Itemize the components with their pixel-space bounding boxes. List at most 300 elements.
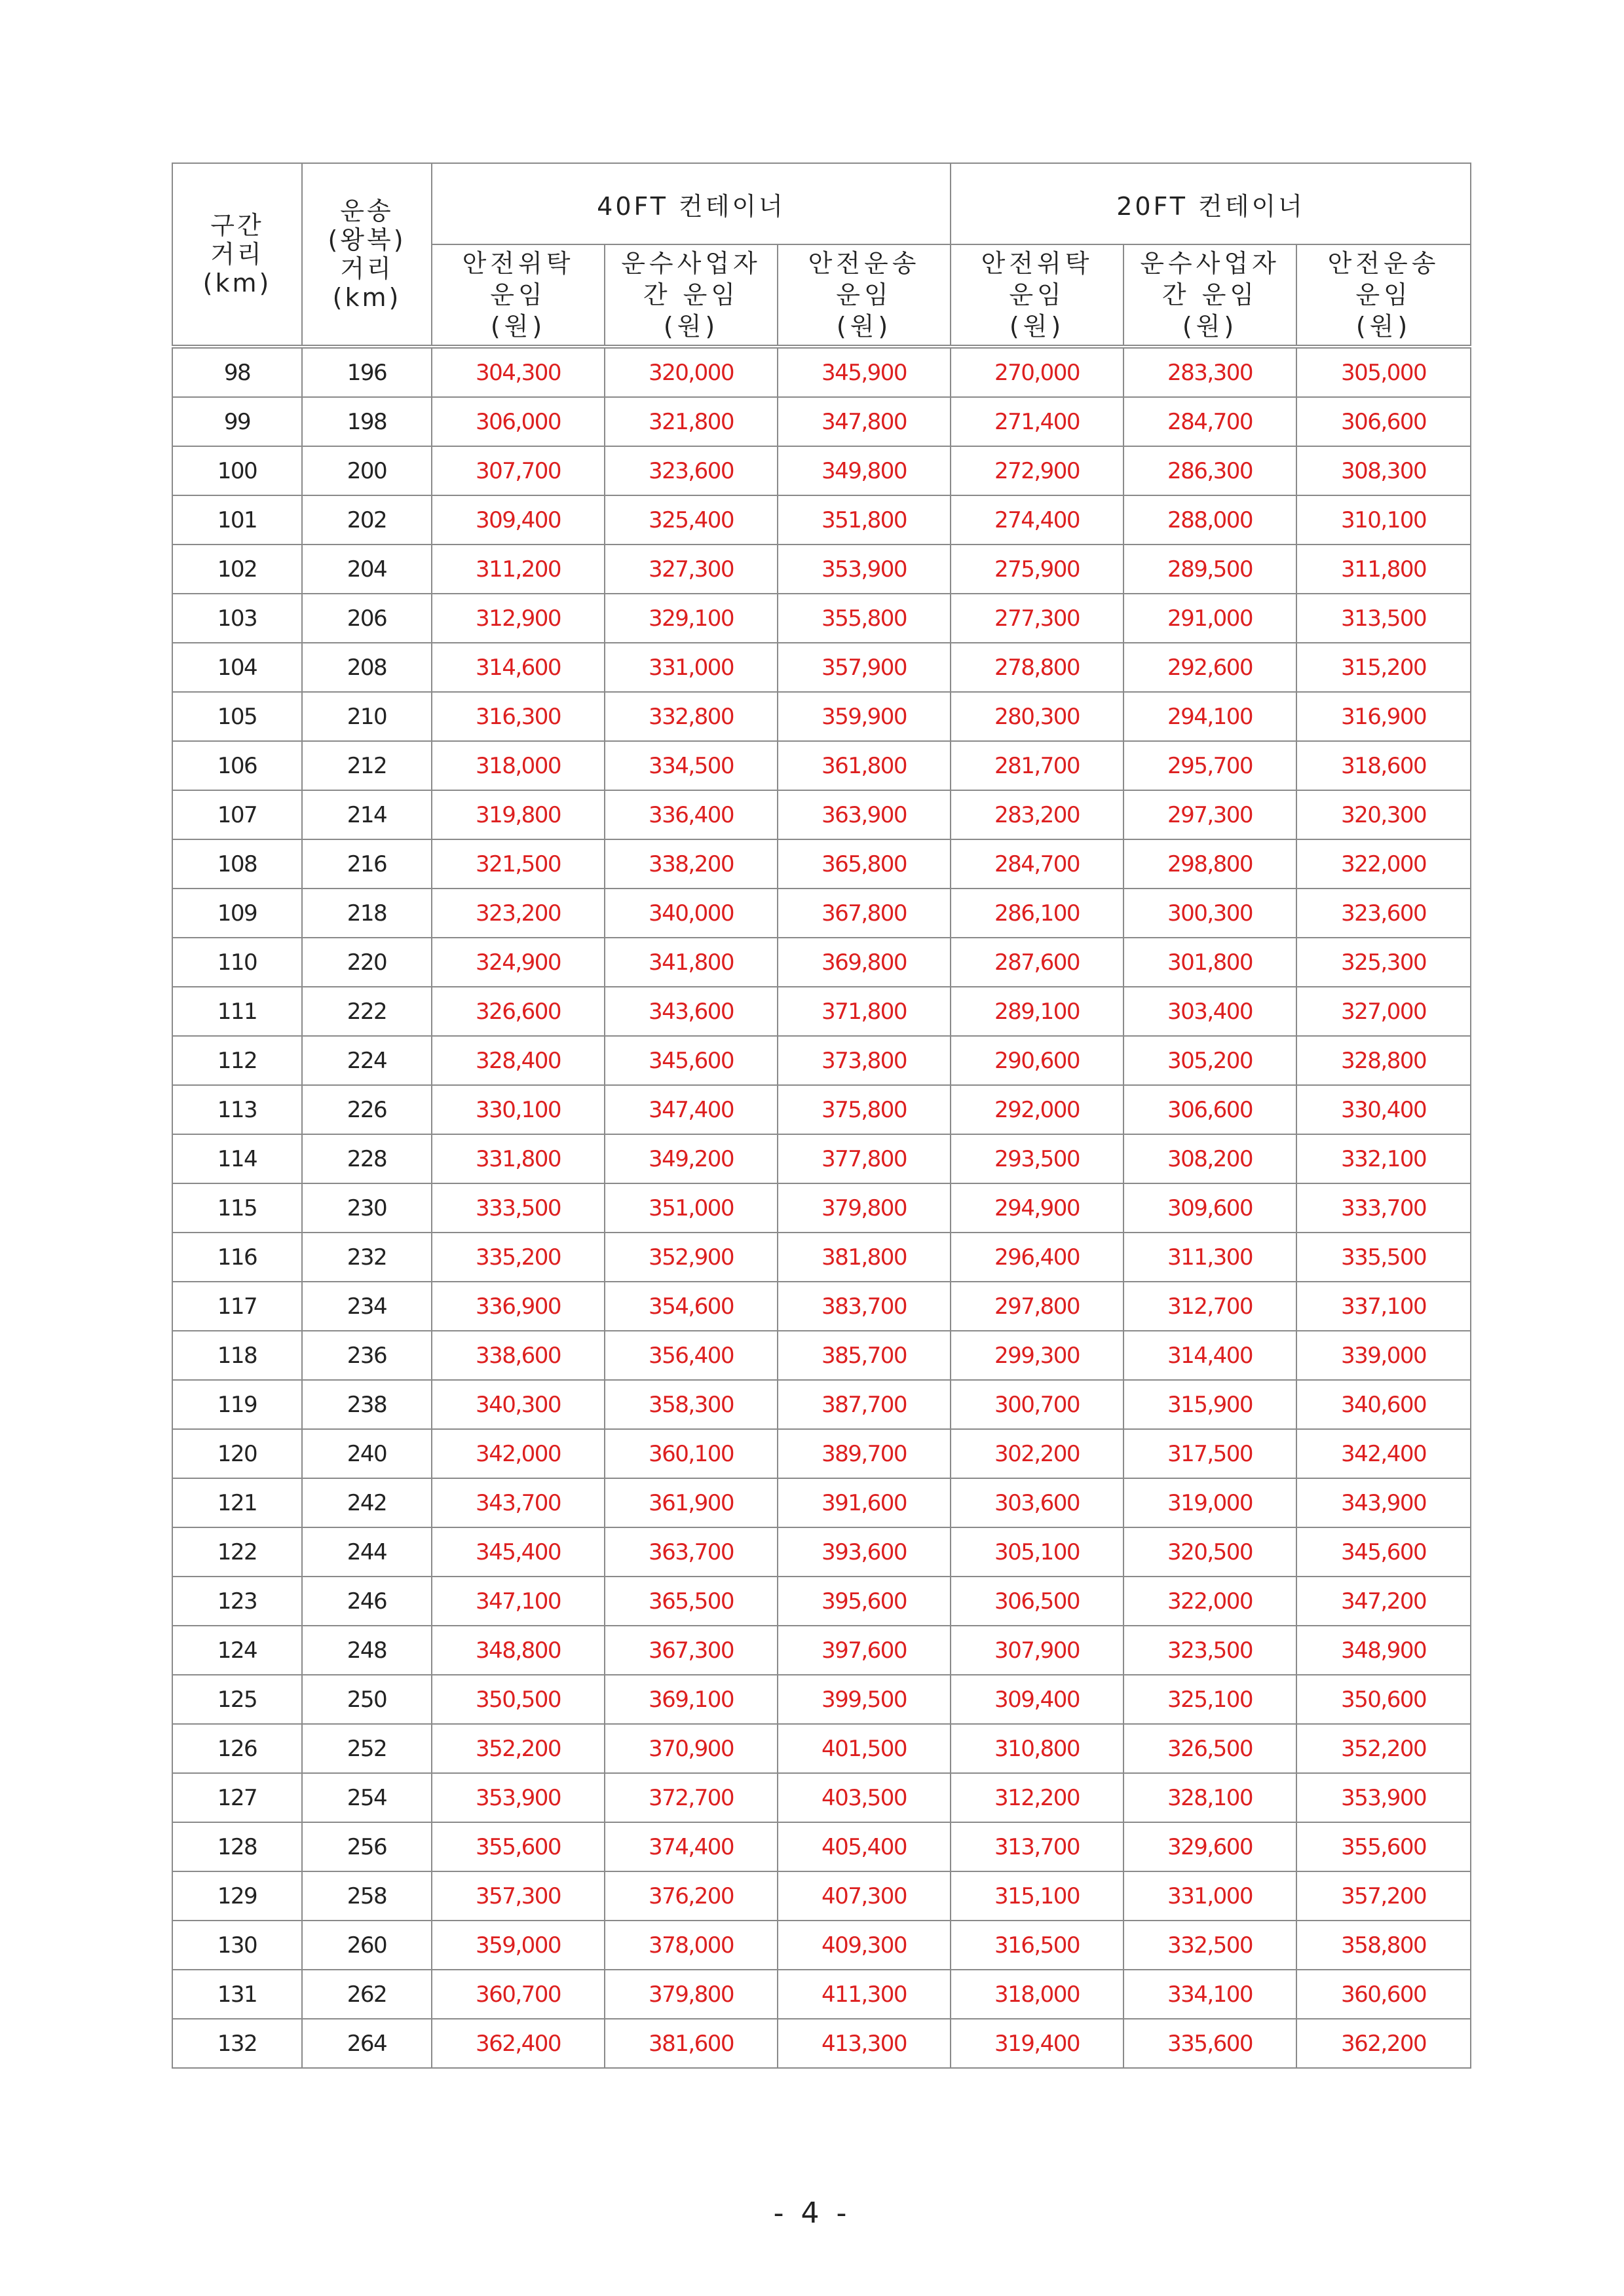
table-row <box>172 692 1471 741</box>
cell-section-distance: 104 <box>172 643 302 692</box>
cell-transport-distance: 206 <box>302 594 432 643</box>
cell-fare-40ft-safe-transport: 413,300 <box>778 2019 951 2068</box>
cell-fare-40ft-safe-trust: 323,200 <box>432 889 605 938</box>
cell-transport-distance: 196 <box>302 347 432 397</box>
cell-transport-distance: 218 <box>302 889 432 938</box>
cell-section-distance: 118 <box>172 1331 302 1380</box>
table-row <box>172 1871 1471 1921</box>
cell-fare-40ft-carrier: 327,300 <box>605 545 778 594</box>
cell-fare-40ft-carrier: 360,100 <box>605 1429 778 1478</box>
cell-fare-20ft-safe-transport: 308,300 <box>1296 446 1471 495</box>
cell-fare-20ft-carrier: 286,300 <box>1124 446 1296 495</box>
cell-fare-20ft-safe-transport: 313,500 <box>1296 594 1471 643</box>
table-row <box>172 1773 1471 1822</box>
cell-fare-40ft-safe-trust: 304,300 <box>432 347 605 397</box>
cell-section-distance: 128 <box>172 1822 302 1871</box>
cell-fare-40ft-carrier: 351,000 <box>605 1183 778 1233</box>
cell-fare-40ft-safe-transport: 369,800 <box>778 938 951 987</box>
cell-fare-40ft-safe-trust: 309,400 <box>432 495 605 545</box>
cell-fare-20ft-safe-transport: 357,200 <box>1296 1871 1471 1921</box>
cell-section-distance: 124 <box>172 1626 302 1675</box>
cell-transport-distance: 238 <box>302 1380 432 1429</box>
cell-fare-40ft-carrier: 349,200 <box>605 1134 778 1183</box>
cell-fare-40ft-carrier: 352,900 <box>605 1233 778 1282</box>
cell-fare-20ft-carrier: 335,600 <box>1124 2019 1296 2068</box>
cell-transport-distance: 214 <box>302 790 432 839</box>
table-row <box>172 889 1471 938</box>
cell-fare-20ft-safe-trust: 274,400 <box>951 495 1124 545</box>
cell-fare-20ft-safe-trust: 319,400 <box>951 2019 1124 2068</box>
cell-fare-20ft-safe-trust: 306,500 <box>951 1577 1124 1626</box>
table-row <box>172 1626 1471 1675</box>
cell-fare-40ft-carrier: 356,400 <box>605 1331 778 1380</box>
cell-fare-40ft-safe-trust: 312,900 <box>432 594 605 643</box>
cell-fare-20ft-safe-transport: 355,600 <box>1296 1822 1471 1871</box>
cell-fare-20ft-safe-trust: 275,900 <box>951 545 1124 594</box>
cell-fare-40ft-safe-transport: 391,600 <box>778 1478 951 1527</box>
cell-fare-20ft-safe-trust: 290,600 <box>951 1036 1124 1085</box>
header-section-distance: 구간 거리 (km) <box>172 163 302 347</box>
cell-fare-20ft-safe-transport: 343,900 <box>1296 1478 1471 1527</box>
cell-transport-distance: 202 <box>302 495 432 545</box>
cell-fare-20ft-safe-trust: 284,700 <box>951 839 1124 889</box>
table-row <box>172 1921 1471 1970</box>
table-body <box>172 347 1471 2068</box>
cell-transport-distance: 226 <box>302 1085 432 1134</box>
cell-fare-40ft-safe-transport: 361,800 <box>778 741 951 790</box>
cell-fare-20ft-carrier: 305,200 <box>1124 1036 1296 1085</box>
cell-section-distance: 117 <box>172 1282 302 1331</box>
cell-fare-20ft-safe-trust: 307,900 <box>951 1626 1124 1675</box>
cell-transport-distance: 244 <box>302 1527 432 1577</box>
table-row <box>172 1134 1471 1183</box>
cell-fare-40ft-safe-transport: 357,900 <box>778 643 951 692</box>
cell-fare-20ft-carrier: 311,300 <box>1124 1233 1296 1282</box>
cell-fare-40ft-safe-trust: 336,900 <box>432 1282 605 1331</box>
cell-section-distance: 132 <box>172 2019 302 2068</box>
cell-fare-40ft-carrier: 372,700 <box>605 1773 778 1822</box>
cell-fare-20ft-carrier: 328,100 <box>1124 1773 1296 1822</box>
cell-section-distance: 107 <box>172 790 302 839</box>
cell-fare-20ft-safe-transport: 310,100 <box>1296 495 1471 545</box>
cell-fare-40ft-carrier: 354,600 <box>605 1282 778 1331</box>
cell-fare-20ft-safe-trust: 305,100 <box>951 1527 1124 1577</box>
cell-fare-20ft-safe-transport: 327,000 <box>1296 987 1471 1036</box>
cell-fare-20ft-safe-transport: 348,900 <box>1296 1626 1471 1675</box>
cell-fare-40ft-carrier: 363,700 <box>605 1527 778 1577</box>
cell-fare-20ft-safe-trust: 300,700 <box>951 1380 1124 1429</box>
header-40ft-safe-transport-fare: 안전운송 운임 (원) <box>778 244 951 347</box>
cell-transport-distance: 210 <box>302 692 432 741</box>
cell-transport-distance: 220 <box>302 938 432 987</box>
cell-fare-40ft-carrier: 321,800 <box>605 397 778 446</box>
cell-fare-20ft-safe-trust: 303,600 <box>951 1478 1124 1527</box>
cell-fare-20ft-safe-transport: 360,600 <box>1296 1970 1471 2019</box>
cell-transport-distance: 200 <box>302 446 432 495</box>
cell-fare-20ft-safe-transport: 362,200 <box>1296 2019 1471 2068</box>
cell-fare-20ft-safe-trust: 292,000 <box>951 1085 1124 1134</box>
cell-fare-40ft-safe-trust: 328,400 <box>432 1036 605 1085</box>
cell-transport-distance: 212 <box>302 741 432 790</box>
cell-fare-20ft-safe-transport: 337,100 <box>1296 1282 1471 1331</box>
cell-fare-40ft-safe-trust: 330,100 <box>432 1085 605 1134</box>
cell-fare-20ft-carrier: 306,600 <box>1124 1085 1296 1134</box>
cell-fare-20ft-safe-trust: 316,500 <box>951 1921 1124 1970</box>
cell-fare-20ft-carrier: 317,500 <box>1124 1429 1296 1478</box>
cell-transport-distance: 260 <box>302 1921 432 1970</box>
cell-transport-distance: 232 <box>302 1233 432 1282</box>
cell-fare-40ft-safe-trust: 340,300 <box>432 1380 605 1429</box>
cell-section-distance: 126 <box>172 1724 302 1773</box>
cell-fare-40ft-safe-trust: 362,400 <box>432 2019 605 2068</box>
cell-fare-40ft-safe-transport: 373,800 <box>778 1036 951 1085</box>
cell-fare-20ft-safe-transport: 305,000 <box>1296 347 1471 397</box>
cell-fare-40ft-safe-trust: 342,000 <box>432 1429 605 1478</box>
table-row <box>172 495 1471 545</box>
cell-fare-40ft-safe-transport: 389,700 <box>778 1429 951 1478</box>
cell-fare-40ft-safe-transport: 385,700 <box>778 1331 951 1380</box>
cell-fare-40ft-carrier: 374,400 <box>605 1822 778 1871</box>
cell-fare-20ft-carrier: 334,100 <box>1124 1970 1296 2019</box>
table-row <box>172 1577 1471 1626</box>
cell-fare-20ft-carrier: 319,000 <box>1124 1478 1296 1527</box>
header-40ft-safe-trust-fare: 안전위탁 운임 (원) <box>432 244 605 347</box>
cell-fare-20ft-safe-transport: 335,500 <box>1296 1233 1471 1282</box>
cell-fare-20ft-carrier: 300,300 <box>1124 889 1296 938</box>
cell-section-distance: 105 <box>172 692 302 741</box>
cell-section-distance: 101 <box>172 495 302 545</box>
cell-fare-20ft-safe-transport: 311,800 <box>1296 545 1471 594</box>
cell-fare-40ft-safe-transport: 401,500 <box>778 1724 951 1773</box>
cell-fare-20ft-carrier: 314,400 <box>1124 1331 1296 1380</box>
cell-section-distance: 110 <box>172 938 302 987</box>
cell-section-distance: 116 <box>172 1233 302 1282</box>
header-group-20ft: 20FT 컨테이너 <box>951 163 1471 244</box>
table-row <box>172 1036 1471 1085</box>
cell-fare-40ft-safe-transport: 345,900 <box>778 347 951 397</box>
header-transport-distance: 운송 (왕복) 거리 (km) <box>302 163 432 347</box>
cell-section-distance: 111 <box>172 987 302 1036</box>
cell-fare-20ft-carrier: 303,400 <box>1124 987 1296 1036</box>
cell-fare-20ft-safe-trust: 313,700 <box>951 1822 1124 1871</box>
cell-fare-40ft-carrier: 369,100 <box>605 1675 778 1724</box>
cell-fare-40ft-safe-trust: 324,900 <box>432 938 605 987</box>
table-row <box>172 1724 1471 1773</box>
cell-fare-20ft-safe-trust: 294,900 <box>951 1183 1124 1233</box>
table-row <box>172 1478 1471 1527</box>
cell-fare-20ft-safe-transport: 342,400 <box>1296 1429 1471 1478</box>
table-row <box>172 1527 1471 1577</box>
freight-rate-table <box>172 163 1471 2069</box>
cell-fare-20ft-carrier: 284,700 <box>1124 397 1296 446</box>
cell-fare-20ft-safe-transport: 333,700 <box>1296 1183 1471 1233</box>
cell-fare-40ft-safe-transport: 405,400 <box>778 1822 951 1871</box>
cell-fare-40ft-carrier: 376,200 <box>605 1871 778 1921</box>
cell-fare-20ft-carrier: 309,600 <box>1124 1183 1296 1233</box>
cell-fare-40ft-safe-trust: 335,200 <box>432 1233 605 1282</box>
cell-fare-40ft-safe-trust: 350,500 <box>432 1675 605 1724</box>
cell-transport-distance: 236 <box>302 1331 432 1380</box>
cell-section-distance: 106 <box>172 741 302 790</box>
cell-fare-40ft-safe-trust: 345,400 <box>432 1527 605 1577</box>
cell-fare-20ft-carrier: 326,500 <box>1124 1724 1296 1773</box>
cell-fare-40ft-carrier: 379,800 <box>605 1970 778 2019</box>
cell-fare-40ft-safe-trust: 314,600 <box>432 643 605 692</box>
cell-fare-40ft-safe-trust: 347,100 <box>432 1577 605 1626</box>
cell-fare-40ft-carrier: 329,100 <box>605 594 778 643</box>
cell-fare-40ft-safe-trust: 343,700 <box>432 1478 605 1527</box>
cell-fare-20ft-safe-transport: 320,300 <box>1296 790 1471 839</box>
cell-fare-40ft-safe-transport: 393,600 <box>778 1527 951 1577</box>
cell-fare-20ft-safe-trust: 270,000 <box>951 347 1124 397</box>
cell-fare-20ft-safe-trust: 272,900 <box>951 446 1124 495</box>
header-20ft-safe-transport-fare: 안전운송 운임 (원) <box>1296 244 1471 347</box>
cell-fare-40ft-safe-transport: 387,700 <box>778 1380 951 1429</box>
cell-fare-20ft-safe-transport: 322,000 <box>1296 839 1471 889</box>
cell-fare-40ft-safe-transport: 353,900 <box>778 545 951 594</box>
header-20ft-safe-trust-fare: 안전위탁 운임 (원) <box>951 244 1124 347</box>
cell-transport-distance: 234 <box>302 1282 432 1331</box>
cell-fare-40ft-safe-trust: 331,800 <box>432 1134 605 1183</box>
cell-transport-distance: 258 <box>302 1871 432 1921</box>
cell-fare-20ft-carrier: 295,700 <box>1124 741 1296 790</box>
cell-fare-40ft-safe-trust: 338,600 <box>432 1331 605 1380</box>
cell-section-distance: 121 <box>172 1478 302 1527</box>
table-row <box>172 1183 1471 1233</box>
cell-fare-40ft-safe-transport: 371,800 <box>778 987 951 1036</box>
cell-section-distance: 122 <box>172 1527 302 1577</box>
cell-fare-40ft-safe-trust: 359,000 <box>432 1921 605 1970</box>
cell-fare-20ft-safe-transport: 323,600 <box>1296 889 1471 938</box>
cell-section-distance: 131 <box>172 1970 302 2019</box>
cell-fare-20ft-carrier: 325,100 <box>1124 1675 1296 1724</box>
cell-fare-40ft-safe-trust: 307,700 <box>432 446 605 495</box>
table-row <box>172 987 1471 1036</box>
table-row <box>172 643 1471 692</box>
cell-fare-20ft-carrier: 283,300 <box>1124 347 1296 397</box>
cell-section-distance: 99 <box>172 397 302 446</box>
cell-fare-20ft-safe-trust: 315,100 <box>951 1871 1124 1921</box>
cell-section-distance: 115 <box>172 1183 302 1233</box>
cell-fare-40ft-safe-transport: 409,300 <box>778 1921 951 1970</box>
cell-section-distance: 120 <box>172 1429 302 1478</box>
page-number: - 4 - <box>773 2196 851 2230</box>
cell-transport-distance: 256 <box>302 1822 432 1871</box>
cell-fare-20ft-carrier: 331,000 <box>1124 1871 1296 1921</box>
cell-fare-40ft-carrier: 340,000 <box>605 889 778 938</box>
table-row <box>172 545 1471 594</box>
cell-fare-20ft-safe-trust: 312,200 <box>951 1773 1124 1822</box>
cell-fare-20ft-carrier: 298,800 <box>1124 839 1296 889</box>
cell-fare-20ft-safe-transport: 325,300 <box>1296 938 1471 987</box>
cell-transport-distance: 246 <box>302 1577 432 1626</box>
cell-fare-20ft-safe-trust: 280,300 <box>951 692 1124 741</box>
cell-fare-20ft-safe-trust: 299,300 <box>951 1331 1124 1380</box>
cell-fare-40ft-carrier: 331,000 <box>605 643 778 692</box>
cell-fare-40ft-carrier: 336,400 <box>605 790 778 839</box>
cell-fare-20ft-carrier: 329,600 <box>1124 1822 1296 1871</box>
cell-fare-40ft-safe-transport: 381,800 <box>778 1233 951 1282</box>
cell-section-distance: 102 <box>172 545 302 594</box>
cell-section-distance: 125 <box>172 1675 302 1724</box>
cell-fare-40ft-carrier: 341,800 <box>605 938 778 987</box>
cell-fare-20ft-safe-transport: 306,600 <box>1296 397 1471 446</box>
cell-fare-40ft-safe-trust: 360,700 <box>432 1970 605 2019</box>
cell-transport-distance: 216 <box>302 839 432 889</box>
cell-fare-40ft-safe-transport: 355,800 <box>778 594 951 643</box>
cell-section-distance: 98 <box>172 347 302 397</box>
cell-fare-40ft-carrier: 378,000 <box>605 1921 778 1970</box>
cell-fare-40ft-carrier: 358,300 <box>605 1380 778 1429</box>
cell-transport-distance: 252 <box>302 1724 432 1773</box>
cell-fare-40ft-safe-transport: 407,300 <box>778 1871 951 1921</box>
cell-transport-distance: 242 <box>302 1478 432 1527</box>
cell-fare-20ft-safe-trust: 287,600 <box>951 938 1124 987</box>
cell-fare-20ft-safe-transport: 330,400 <box>1296 1085 1471 1134</box>
cell-fare-40ft-safe-transport: 377,800 <box>778 1134 951 1183</box>
cell-fare-20ft-safe-trust: 318,000 <box>951 1970 1124 2019</box>
cell-fare-40ft-safe-transport: 395,600 <box>778 1577 951 1626</box>
cell-fare-40ft-carrier: 361,900 <box>605 1478 778 1527</box>
cell-fare-20ft-safe-trust: 293,500 <box>951 1134 1124 1183</box>
table-row <box>172 347 1471 397</box>
cell-section-distance: 103 <box>172 594 302 643</box>
cell-transport-distance: 208 <box>302 643 432 692</box>
cell-fare-20ft-carrier: 312,700 <box>1124 1282 1296 1331</box>
cell-fare-20ft-safe-trust: 283,200 <box>951 790 1124 839</box>
cell-fare-20ft-safe-trust: 289,100 <box>951 987 1124 1036</box>
cell-transport-distance: 204 <box>302 545 432 594</box>
table-row <box>172 741 1471 790</box>
table-row <box>172 397 1471 446</box>
cell-fare-20ft-safe-transport: 340,600 <box>1296 1380 1471 1429</box>
cell-fare-40ft-safe-transport: 347,800 <box>778 397 951 446</box>
table-row <box>172 1822 1471 1871</box>
cell-fare-40ft-safe-transport: 367,800 <box>778 889 951 938</box>
cell-fare-40ft-safe-transport: 363,900 <box>778 790 951 839</box>
cell-fare-40ft-safe-trust: 348,800 <box>432 1626 605 1675</box>
cell-fare-20ft-carrier: 297,300 <box>1124 790 1296 839</box>
table-row <box>172 938 1471 987</box>
cell-fare-20ft-safe-transport: 347,200 <box>1296 1577 1471 1626</box>
cell-fare-40ft-safe-trust: 319,800 <box>432 790 605 839</box>
table-row <box>172 1675 1471 1724</box>
cell-section-distance: 123 <box>172 1577 302 1626</box>
cell-fare-20ft-safe-trust: 281,700 <box>951 741 1124 790</box>
cell-fare-40ft-carrier: 381,600 <box>605 2019 778 2068</box>
cell-fare-40ft-safe-transport: 403,500 <box>778 1773 951 1822</box>
table-row <box>172 790 1471 839</box>
cell-fare-40ft-safe-trust: 306,000 <box>432 397 605 446</box>
cell-fare-20ft-safe-trust: 302,200 <box>951 1429 1124 1478</box>
cell-fare-40ft-safe-transport: 379,800 <box>778 1183 951 1233</box>
cell-transport-distance: 264 <box>302 2019 432 2068</box>
cell-section-distance: 127 <box>172 1773 302 1822</box>
table-row <box>172 2019 1471 2068</box>
table-row <box>172 1331 1471 1380</box>
cell-fare-20ft-safe-trust: 277,300 <box>951 594 1124 643</box>
cell-fare-40ft-safe-transport: 399,500 <box>778 1675 951 1724</box>
table-row <box>172 1282 1471 1331</box>
cell-fare-40ft-safe-transport: 383,700 <box>778 1282 951 1331</box>
cell-fare-40ft-safe-transport: 359,900 <box>778 692 951 741</box>
cell-fare-40ft-carrier: 367,300 <box>605 1626 778 1675</box>
cell-fare-40ft-carrier: 343,600 <box>605 987 778 1036</box>
cell-fare-40ft-safe-trust: 318,000 <box>432 741 605 790</box>
cell-fare-40ft-safe-trust: 333,500 <box>432 1183 605 1233</box>
cell-fare-20ft-safe-trust: 296,400 <box>951 1233 1124 1282</box>
cell-transport-distance: 224 <box>302 1036 432 1085</box>
cell-fare-20ft-carrier: 291,000 <box>1124 594 1296 643</box>
cell-fare-40ft-carrier: 370,900 <box>605 1724 778 1773</box>
cell-fare-40ft-carrier: 334,500 <box>605 741 778 790</box>
cell-fare-20ft-safe-transport: 358,800 <box>1296 1921 1471 1970</box>
table-header <box>172 163 1471 347</box>
cell-fare-40ft-safe-transport: 397,600 <box>778 1626 951 1675</box>
cell-transport-distance: 228 <box>302 1134 432 1183</box>
cell-fare-20ft-safe-transport: 352,200 <box>1296 1724 1471 1773</box>
cell-fare-20ft-safe-trust: 297,800 <box>951 1282 1124 1331</box>
cell-section-distance: 112 <box>172 1036 302 1085</box>
table-row <box>172 1429 1471 1478</box>
cell-fare-40ft-safe-transport: 349,800 <box>778 446 951 495</box>
cell-fare-40ft-safe-trust: 353,900 <box>432 1773 605 1822</box>
cell-fare-20ft-carrier: 289,500 <box>1124 545 1296 594</box>
cell-fare-40ft-safe-trust: 355,600 <box>432 1822 605 1871</box>
cell-section-distance: 100 <box>172 446 302 495</box>
cell-fare-40ft-carrier: 323,600 <box>605 446 778 495</box>
header-40ft-carrier-fare: 운수사업자 간 운임 (원) <box>605 244 778 347</box>
cell-fare-20ft-safe-transport: 350,600 <box>1296 1675 1471 1724</box>
table-row <box>172 594 1471 643</box>
cell-fare-20ft-safe-transport: 345,600 <box>1296 1527 1471 1577</box>
cell-fare-40ft-safe-trust: 321,500 <box>432 839 605 889</box>
cell-fare-20ft-safe-transport: 339,000 <box>1296 1331 1471 1380</box>
cell-fare-40ft-carrier: 320,000 <box>605 347 778 397</box>
cell-fare-40ft-carrier: 325,400 <box>605 495 778 545</box>
cell-section-distance: 113 <box>172 1085 302 1134</box>
cell-section-distance: 130 <box>172 1921 302 1970</box>
cell-fare-40ft-safe-transport: 375,800 <box>778 1085 951 1134</box>
cell-fare-40ft-carrier: 332,800 <box>605 692 778 741</box>
table-row <box>172 1380 1471 1429</box>
cell-fare-20ft-carrier: 315,900 <box>1124 1380 1296 1429</box>
cell-fare-40ft-carrier: 365,500 <box>605 1577 778 1626</box>
cell-fare-20ft-carrier: 320,500 <box>1124 1527 1296 1577</box>
cell-section-distance: 119 <box>172 1380 302 1429</box>
cell-transport-distance: 248 <box>302 1626 432 1675</box>
cell-fare-20ft-carrier: 301,800 <box>1124 938 1296 987</box>
cell-section-distance: 114 <box>172 1134 302 1183</box>
table-row <box>172 1970 1471 2019</box>
cell-fare-20ft-safe-transport: 353,900 <box>1296 1773 1471 1822</box>
cell-fare-20ft-safe-trust: 310,800 <box>951 1724 1124 1773</box>
cell-fare-40ft-safe-trust: 357,300 <box>432 1871 605 1921</box>
cell-fare-40ft-safe-trust: 326,600 <box>432 987 605 1036</box>
header-20ft-carrier-fare: 운수사업자 간 운임 (원) <box>1124 244 1296 347</box>
cell-fare-20ft-safe-trust: 286,100 <box>951 889 1124 938</box>
header-group-40ft: 40FT 컨테이너 <box>432 163 951 244</box>
cell-fare-20ft-carrier: 332,500 <box>1124 1921 1296 1970</box>
cell-fare-40ft-safe-transport: 351,800 <box>778 495 951 545</box>
cell-transport-distance: 250 <box>302 1675 432 1724</box>
cell-fare-40ft-safe-transport: 365,800 <box>778 839 951 889</box>
cell-fare-20ft-carrier: 288,000 <box>1124 495 1296 545</box>
cell-fare-40ft-safe-trust: 311,200 <box>432 545 605 594</box>
cell-transport-distance: 240 <box>302 1429 432 1478</box>
cell-fare-40ft-safe-trust: 352,200 <box>432 1724 605 1773</box>
cell-section-distance: 108 <box>172 839 302 889</box>
